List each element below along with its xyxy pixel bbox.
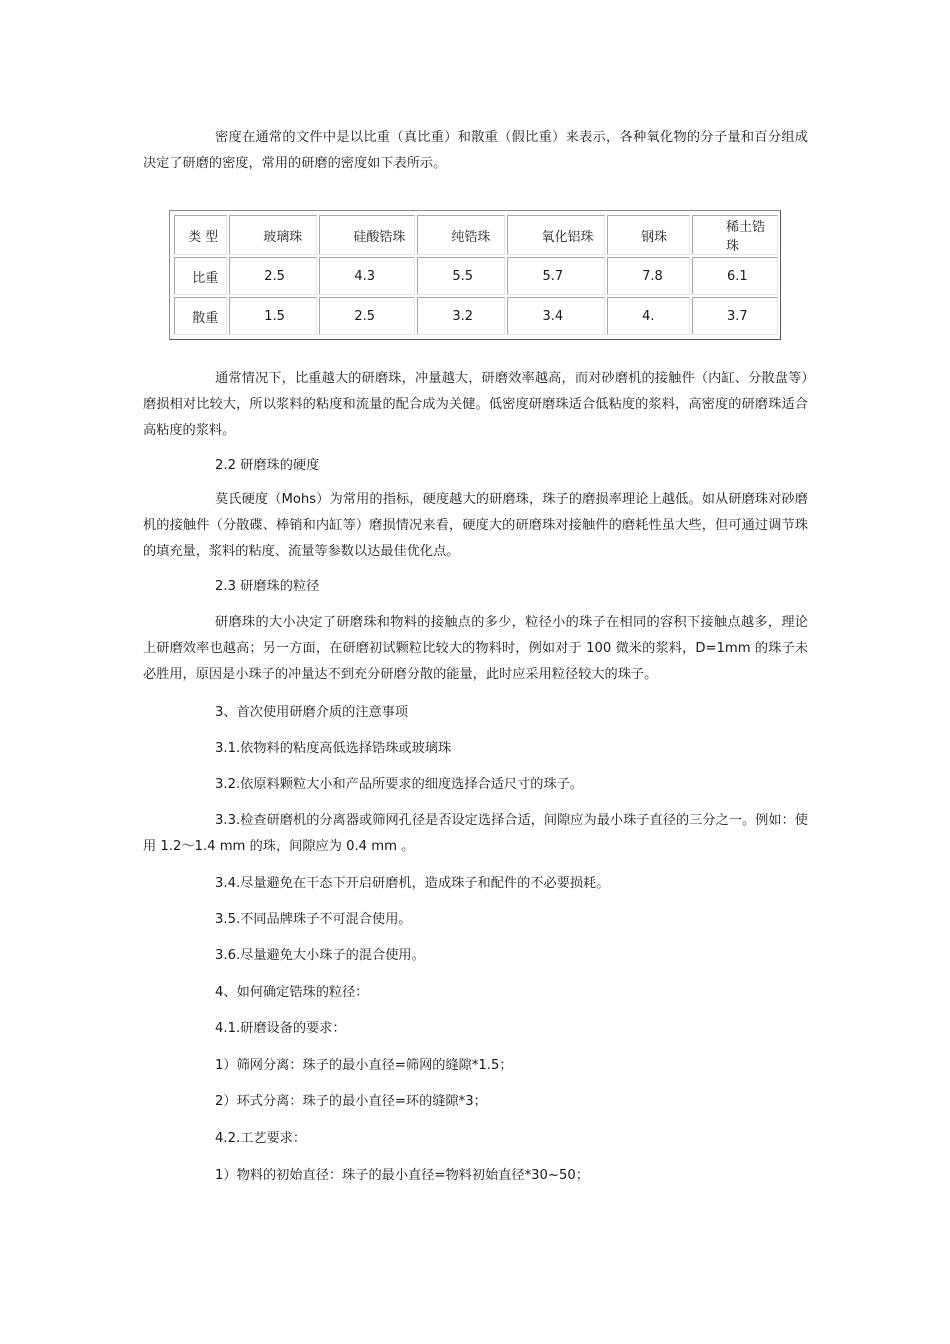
table-header-cell: 玻璃珠	[229, 215, 317, 255]
list-item: 1）筛网分离：珠子的最小直径=筛网的缝隙*1.5；	[215, 1058, 513, 1073]
subsection-heading-equipment: 4.1.研磨设备的要求：	[215, 1021, 346, 1036]
list-item: 2）环式分离：珠子的最小直径=环的缝隙*3；	[215, 1094, 487, 1109]
table-cell: 5.5	[417, 257, 505, 295]
table-cell: 2.5	[319, 297, 415, 335]
paragraph-bead-density: 通常情况下，比重越大的研磨珠，冲量越大，研磨效率越高，而对砂磨机的接触件（内缸、分散盘等）磨损相对比较大，所以浆料的粘度和流量的配合成为关健。低密度研磨珠适合低粘度的浆料，高密度的研磨珠适合高粘度的浆料。	[143, 371, 808, 438]
table-row-label: 比重	[174, 257, 227, 295]
density-table	[169, 210, 781, 340]
table-row	[174, 297, 778, 335]
list-item: 1）物料的初始直径：珠子的最小直径=物料初始直径*30~50；	[215, 1168, 589, 1183]
intro-paragraph: 密度在通常的文件中是以比重（真比重）和散重（假比重）来表示，各种氧化物的分子量和百分组成决定了研磨的密度，常用的研磨的密度如下表所示。	[143, 130, 808, 171]
table-header-cell: 钢珠	[607, 215, 690, 255]
section-heading-precautions: 3、首次使用研磨介质的注意事项	[215, 705, 409, 720]
list-item: 3.3.检查研磨机的分离器或筛网孔径是否设定选择合适，间隙应为最小珠子直径的三分之一。例如：使用 1.2～1.4 mm 的珠，间隙应为 0.4 mm 。	[143, 813, 808, 854]
table-row	[174, 257, 778, 295]
table-cell: 2.5	[229, 257, 317, 295]
table-cell: 3.2	[417, 297, 505, 335]
list-item: 3.5.不同品牌珠子不可混合使用。	[215, 912, 412, 927]
paragraph-size: 研磨珠的大小决定了研磨珠和物料的接触点的多少，粒径小的珠子在相同的容积下接触点越多，理论上研磨效率也越高；另一方面，在研磨初试颗粒比较大的物料时，例如对于 100 微米的浆料，D=1mm 的珠子未必胜用，原因是小珠子的冲量达不到充分研磨分散的能量，此时应采用粒径较大的珠子。	[143, 615, 808, 682]
table-header-cell: 硅酸锆珠	[319, 215, 415, 255]
table-header-cell: 稀土锆珠	[692, 215, 778, 255]
subsection-heading-process: 4.2.工艺要求：	[215, 1131, 307, 1146]
table-row-label: 散重	[174, 297, 227, 335]
list-item: 3.2.依原料颗粒大小和产品所要求的细度选择合适尺寸的珠子。	[215, 777, 584, 792]
section-heading-size: 2.3 研磨珠的粒径	[215, 579, 320, 594]
table-cell: 4.3	[319, 257, 415, 295]
table-cell: 7.8	[607, 257, 690, 295]
table-cell: 1.5	[229, 297, 317, 335]
table-cell: 3.7	[692, 297, 778, 335]
table-header-row	[174, 215, 778, 255]
table-header-cell: 纯锆珠	[417, 215, 505, 255]
table-cell: 6.1	[692, 257, 778, 295]
list-item: 3.6.尽量避免大小珠子的混合使用。	[215, 948, 425, 963]
table-header-cell: 类 型	[174, 215, 227, 255]
paragraph-hardness: 莫氏硬度（Mohs）为常用的指标，硬度越大的研磨珠，珠子的磨损率理论上越低。如从研磨珠对砂磨机的接触件（分散碟、棒销和内缸等）磨损情况来看，硬度大的研磨珠对接触件的磨耗性虽大些，但可通过调节珠的填充量，浆料的粘度、流量等参数以达最佳优化点。	[143, 492, 808, 559]
table-header-cell: 氧化铝珠	[507, 215, 605, 255]
list-item: 3.1.依物料的粘度高低选择锆珠或玻璃珠	[215, 741, 452, 756]
section-heading-hardness: 2.2 研磨珠的硬度	[215, 458, 320, 473]
table-cell: 5.7	[507, 257, 605, 295]
table-cell: 3.4	[507, 297, 605, 335]
table-cell: 4.	[607, 297, 690, 335]
section-heading-bead-size: 4、如何确定锆珠的粒径：	[215, 985, 369, 1000]
list-item: 3.4.尽量避免在干态下开启研磨机，造成珠子和配件的不必要损耗。	[215, 876, 610, 891]
